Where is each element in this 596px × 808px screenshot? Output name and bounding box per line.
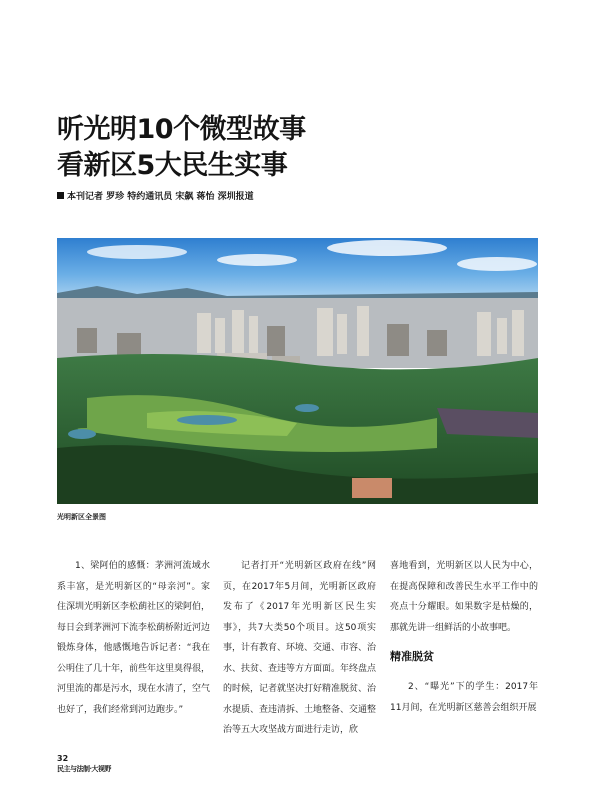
byline: [57, 190, 254, 204]
byline-text: 本刊记者 罗珍 特约通讯员 宋飙 蒋怡 深圳报道: [67, 192, 254, 202]
magazine-logo: 民主与法制·大视野: [57, 764, 111, 773]
page-number: 32: [57, 754, 69, 763]
paragraph-1: 1、梁阿伯的感慨：茅洲河流域水系丰富，是光明新区的“母亲河”。家住深圳光明新区李松蓢社区的梁阿伯，每日会到茅洲河下流李松蓢桥附近河边锻炼身体，他感慨地告诉记者：“我在公明住了几十年，前些年这里臭得很，河里流的都是污水，现在水清了，空气也好了，我们经常到河边跑步。”: [57, 561, 211, 715]
title-line-2: 看新区5大民生实事: [57, 150, 288, 181]
landscape-photo: [57, 238, 538, 504]
column-1: [57, 556, 210, 720]
photo-caption: 光明新区全景图: [57, 513, 106, 521]
paragraph-2: 记者打开“光明新区政府在线”网页，在2017年5月间，光明新区政府发布了《2017年光明新区民生实事》，共7大类50个项目。这50项实事，计有教育、环境、交通、市容、治水、扶贫、查违等方方面面。年终盘点的时候，记者就坚决打好精准脱贫、治水提质、查违清拆、土地整备、交通整治等五大攻坚战方面进行走访，欣: [223, 561, 377, 735]
paragraph-4: 2、“曝光”下的学生：2017年11月间，在光明新区慈善会组织开展: [390, 682, 538, 713]
section-heading: 精准脱贫: [390, 650, 434, 663]
article-title: [57, 112, 477, 184]
column-2: [223, 556, 376, 741]
column-3: [390, 556, 538, 718]
square-bullet-icon: [57, 192, 64, 199]
paragraph-3: 喜地看到，光明新区以人民为中心，在提高保障和改善民生水平工作中的亮点十分耀眼。如果数字是枯燥的，那就先讲一组鲜活的小故事吧。: [390, 561, 538, 633]
title-line-1: 听光明10个微型故事: [57, 114, 306, 145]
page-folio: [57, 754, 111, 774]
